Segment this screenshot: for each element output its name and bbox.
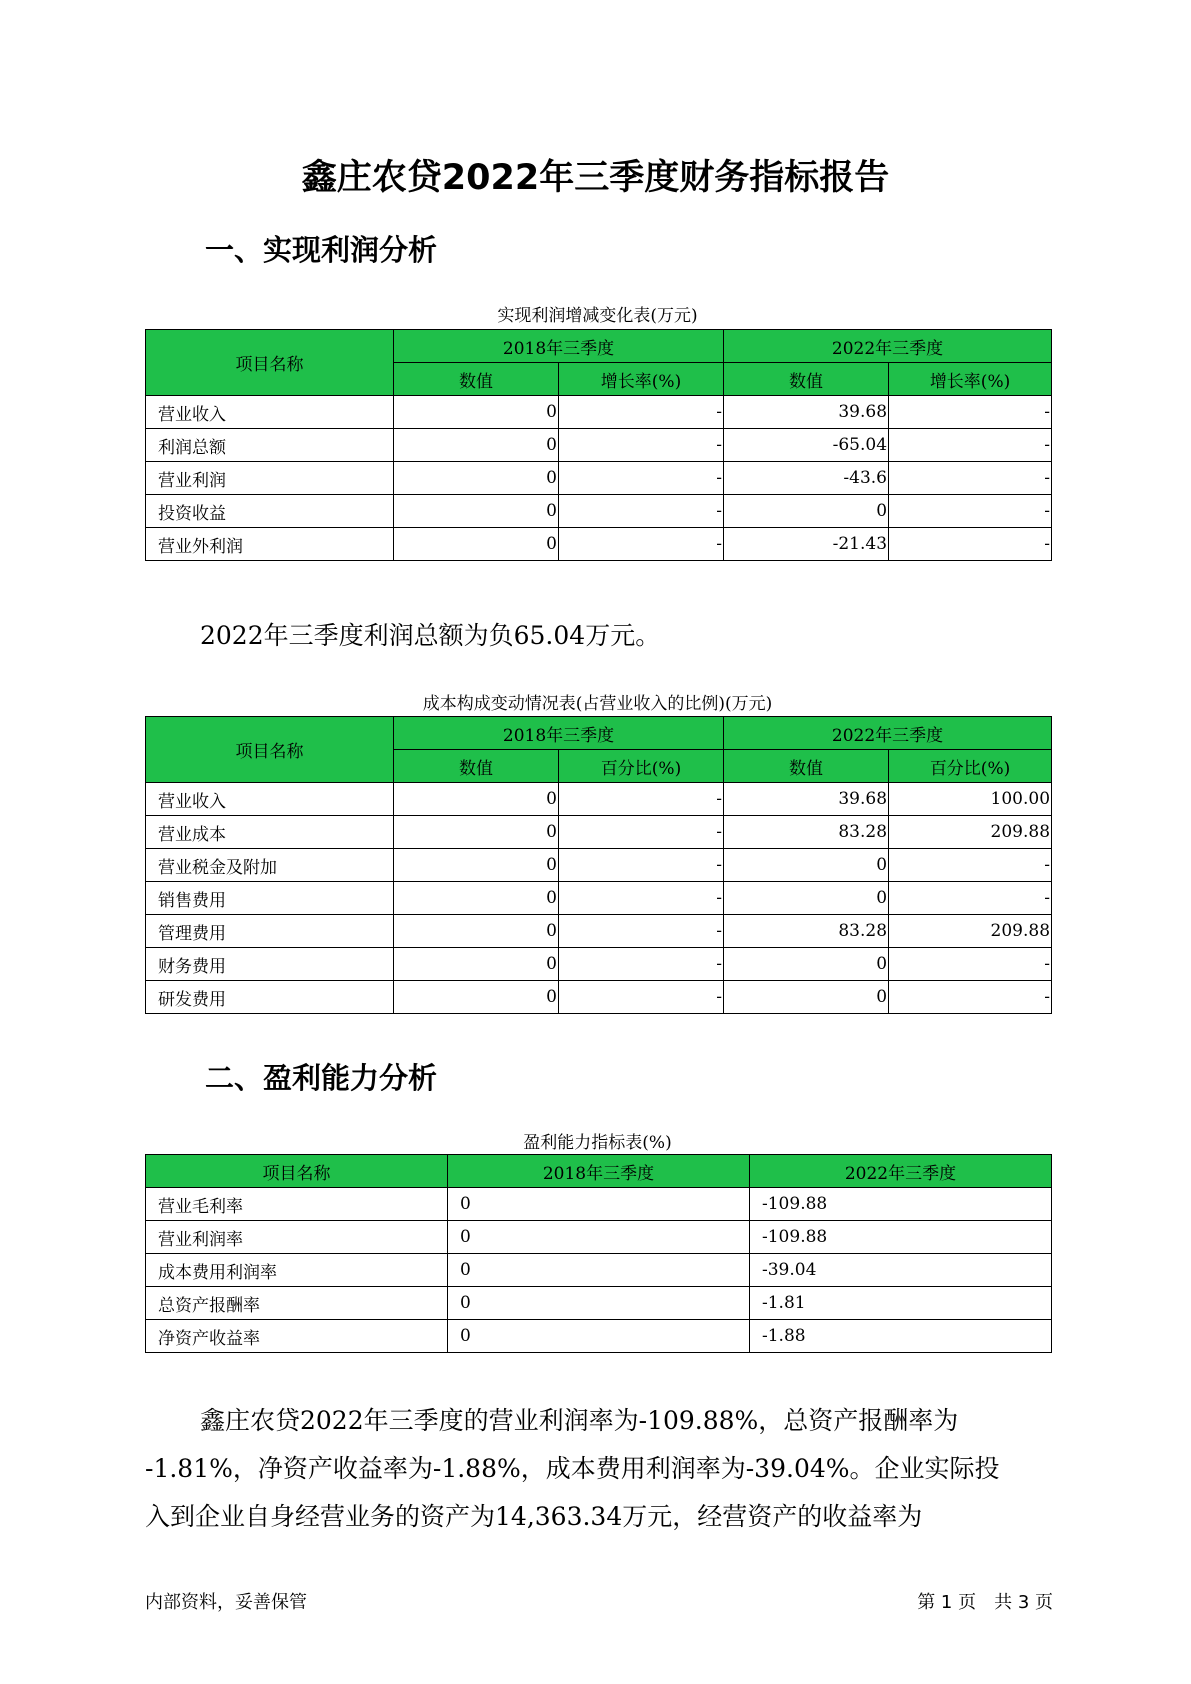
table-row — [146, 528, 1052, 561]
cell-value: 0 — [394, 816, 559, 849]
table-row — [146, 816, 1052, 849]
cell-value: -65.04 — [724, 429, 889, 462]
section2-heading: 二、盈利能力分析 — [205, 1061, 438, 1095]
cell-pct: - — [559, 783, 724, 816]
cell-value: 0 — [448, 1254, 750, 1287]
table-row — [146, 1320, 1052, 1353]
cell-value: 0 — [448, 1287, 750, 1320]
profitability-table — [145, 1154, 1052, 1353]
cell-value: 0 — [448, 1320, 750, 1353]
cell-value: 0 — [394, 462, 559, 495]
cell-value: -1.88 — [750, 1320, 1052, 1353]
cell-pct: - — [889, 981, 1052, 1014]
cell-pct: - — [559, 915, 724, 948]
cell-pct: - — [559, 849, 724, 882]
cell-pct: - — [889, 948, 1052, 981]
cell-pct: - — [559, 948, 724, 981]
row-name: 净资产收益率 — [146, 1320, 448, 1353]
table-row — [146, 1287, 1052, 1320]
cell-value: 0 — [724, 849, 889, 882]
cell-growth: - — [559, 429, 724, 462]
col-header-period1: 2018年三季度 — [448, 1155, 750, 1188]
analysis-line-1: 鑫庄农贷2022年三季度的营业利润率为-109.88%，总资产报酬率为 — [200, 1406, 959, 1435]
cell-value: 83.28 — [724, 816, 889, 849]
table-row — [146, 783, 1052, 816]
cell-value: 83.28 — [724, 915, 889, 948]
analysis-line-2: -1.81%，净资产收益率为-1.88%，成本费用利润率为-39.04%。企业实际投 — [145, 1454, 1000, 1483]
cell-growth: - — [889, 462, 1052, 495]
col-header-item: 项目名称 — [146, 1155, 448, 1188]
sub-header-pct: 百分比(%) — [559, 750, 724, 783]
cell-pct: - — [559, 882, 724, 915]
cell-value: 0 — [394, 429, 559, 462]
table-row — [146, 915, 1052, 948]
row-name: 营业利润率 — [146, 1221, 448, 1254]
row-name: 营业毛利率 — [146, 1188, 448, 1221]
cell-value: -39.04 — [750, 1254, 1052, 1287]
row-name: 营业利润 — [146, 462, 394, 495]
sub-header-value: 数值 — [724, 363, 889, 396]
row-name: 成本费用利润率 — [146, 1254, 448, 1287]
cell-pct: - — [559, 981, 724, 1014]
cell-growth: - — [559, 462, 724, 495]
col-header-item: 项目名称 — [146, 717, 394, 783]
table-row — [146, 495, 1052, 528]
table-row — [146, 948, 1052, 981]
row-name: 营业税金及附加 — [146, 849, 394, 882]
cell-value: -109.88 — [750, 1221, 1052, 1254]
row-name: 销售费用 — [146, 882, 394, 915]
table-row — [146, 396, 1052, 429]
table-row — [146, 1221, 1052, 1254]
cell-value: 0 — [394, 396, 559, 429]
table-row — [146, 1188, 1052, 1221]
cell-value: 39.68 — [724, 783, 889, 816]
cost-structure-table — [145, 716, 1052, 1014]
cell-growth: - — [559, 396, 724, 429]
sub-header-value: 数值 — [724, 750, 889, 783]
cell-value: 0 — [448, 1188, 750, 1221]
row-name: 财务费用 — [146, 948, 394, 981]
col-header-period1: 2018年三季度 — [394, 717, 724, 750]
cell-growth: - — [889, 396, 1052, 429]
row-name: 营业收入 — [146, 396, 394, 429]
sub-header-value: 数值 — [394, 363, 559, 396]
cell-value: 0 — [448, 1221, 750, 1254]
cell-growth: - — [559, 495, 724, 528]
analysis-line-3: 入到企业自身经营业务的资产为14,363.34万元，经营资产的收益率为 — [145, 1502, 923, 1531]
row-name: 营业成本 — [146, 816, 394, 849]
cell-value: 0 — [394, 981, 559, 1014]
cell-value: 39.68 — [724, 396, 889, 429]
cell-growth: - — [559, 528, 724, 561]
profit-change-table — [145, 329, 1052, 561]
sub-header-growth: 增长率(%) — [889, 363, 1052, 396]
col-header-period2: 2022年三季度 — [724, 717, 1052, 750]
cell-pct: - — [889, 882, 1052, 915]
cell-value: 0 — [724, 882, 889, 915]
col-header-period2: 2022年三季度 — [750, 1155, 1052, 1188]
cell-value: 0 — [394, 849, 559, 882]
cell-pct: - — [559, 816, 724, 849]
row-name: 管理费用 — [146, 915, 394, 948]
footer-confidential-note: 内部资料，妥善保管 — [145, 1592, 307, 1613]
cell-growth: - — [889, 495, 1052, 528]
col-header-period1: 2018年三季度 — [394, 330, 724, 363]
table-row — [146, 429, 1052, 462]
col-header-period2: 2022年三季度 — [724, 330, 1052, 363]
row-name: 投资收益 — [146, 495, 394, 528]
row-name: 营业收入 — [146, 783, 394, 816]
section1-heading: 一、实现利润分析 — [205, 233, 438, 267]
profit-summary: 2022年三季度利润总额为负65.04万元。 — [200, 621, 661, 650]
cell-pct: 100.00 — [889, 783, 1052, 816]
table-row — [146, 462, 1052, 495]
cell-value: -43.6 — [724, 462, 889, 495]
sub-header-growth: 增长率(%) — [559, 363, 724, 396]
cell-value: 0 — [394, 783, 559, 816]
table-row — [146, 882, 1052, 915]
table3-caption: 盈利能力指标表(%) — [523, 1133, 672, 1153]
cell-pct: - — [889, 849, 1052, 882]
sub-header-pct: 百分比(%) — [889, 750, 1052, 783]
col-header-item: 项目名称 — [146, 330, 394, 396]
table-row — [146, 1254, 1052, 1287]
cell-pct: 209.88 — [889, 816, 1052, 849]
table2-caption: 成本构成变动情况表(占营业收入的比例)(万元) — [422, 694, 773, 714]
cell-value: 0 — [394, 528, 559, 561]
cell-value: 0 — [724, 981, 889, 1014]
cell-value: -1.81 — [750, 1287, 1052, 1320]
cell-growth: - — [889, 528, 1052, 561]
cell-growth: - — [889, 429, 1052, 462]
cell-value: 0 — [724, 495, 889, 528]
table-row — [146, 981, 1052, 1014]
footer-page-number: 第 1 页 共 3 页 — [917, 1592, 1053, 1613]
cell-value: 0 — [394, 915, 559, 948]
cell-value: 0 — [394, 948, 559, 981]
table-row — [146, 849, 1052, 882]
row-name: 营业外利润 — [146, 528, 394, 561]
row-name: 研发费用 — [146, 981, 394, 1014]
table1-caption: 实现利润增减变化表(万元) — [497, 306, 698, 326]
report-title: 鑫庄农贷2022年三季度财务指标报告 — [301, 158, 890, 198]
cell-value: 0 — [724, 948, 889, 981]
cell-value: -109.88 — [750, 1188, 1052, 1221]
cell-pct: 209.88 — [889, 915, 1052, 948]
sub-header-value: 数值 — [394, 750, 559, 783]
row-name: 利润总额 — [146, 429, 394, 462]
row-name: 总资产报酬率 — [146, 1287, 448, 1320]
cell-value: 0 — [394, 882, 559, 915]
cell-value: -21.43 — [724, 528, 889, 561]
cell-value: 0 — [394, 495, 559, 528]
